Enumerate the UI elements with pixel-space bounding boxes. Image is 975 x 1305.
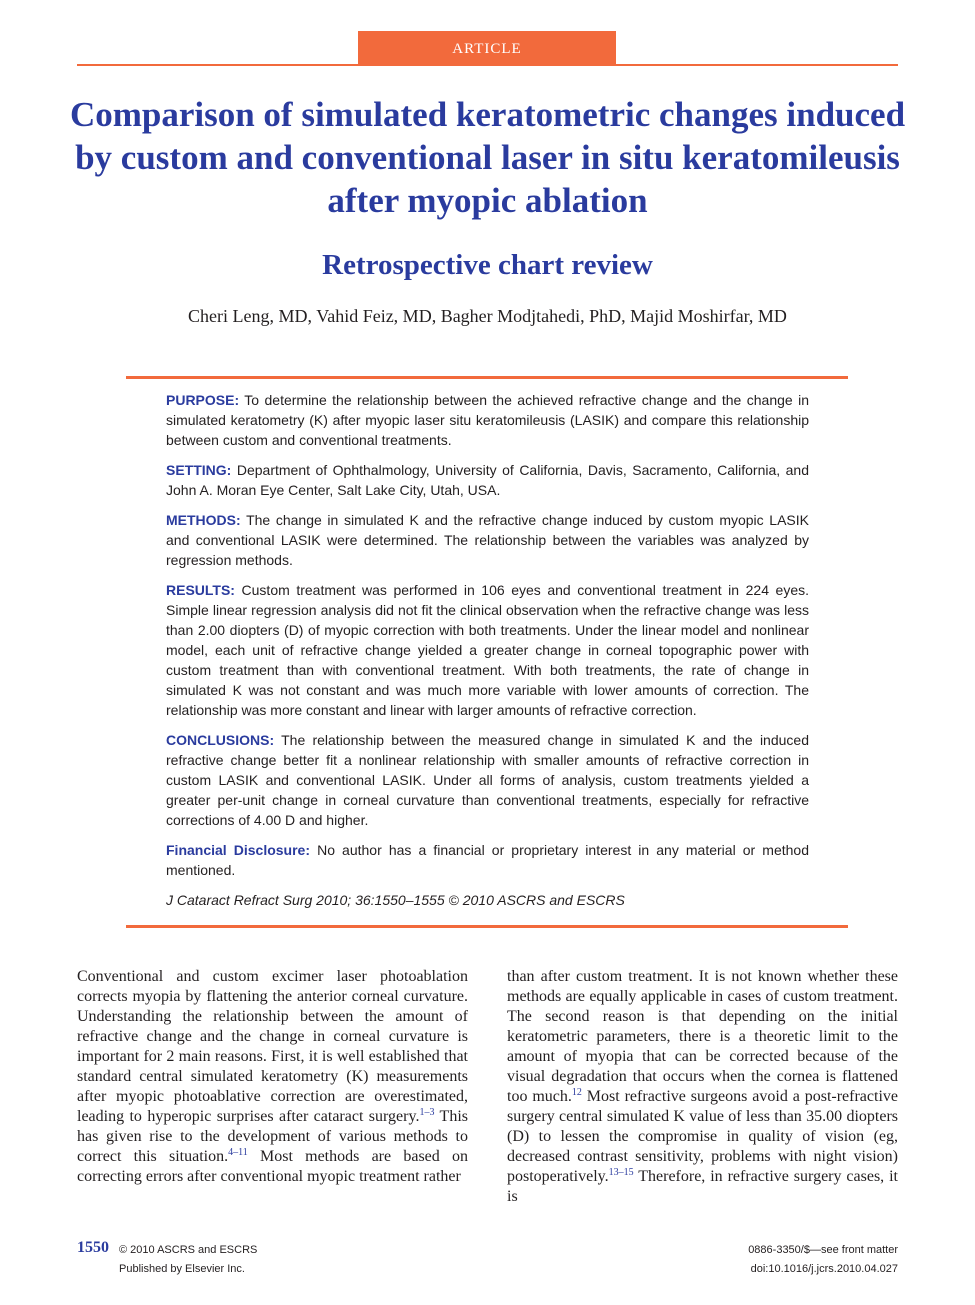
- abstract-top-rule: [126, 376, 848, 379]
- abstract-purpose: [166, 390, 809, 450]
- article-subtitle: Retrospective chart review: [322, 249, 653, 281]
- abstract-methods: [166, 510, 809, 570]
- body-text: Most methods are based on correcting errors after conventional myopic treatment rather: [77, 1148, 468, 1185]
- conclusions-label: CONCLUSIONS:: [166, 732, 275, 748]
- methods-text: The change in simulated K and the refractive change induced by custom myopic LASIK and conventional LASIK were determined. The relationship between the variables was analyzed by regression methods.: [166, 512, 809, 568]
- body-text: Most refractive surgeons avoid a post-refractive surgery central simulated K value of less than 35.00 diopters (D) to lessen the compromise in quality of vision (eg, decreased contrast sensitivity, problems with night vision) postoperatively.: [507, 1088, 899, 1185]
- setting-text: Department of Ophthalmology, University of California, Davis, Sacramento, California, and John A. Moran Eye Center, Salt Lake City, Utah, USA.: [166, 462, 809, 498]
- disclosure-label: Financial Disclosure:: [166, 842, 311, 858]
- body-text: This has given rise to the development of various methods to correct this situation.: [77, 1108, 469, 1165]
- author-list: Cheri Leng, MD, Vahid Feiz, MD, Bagher Modjtahedi, PhD, Majid Moshirfar, MD: [188, 306, 787, 326]
- body-text: than after custom treatment. It is not known whether these methods are equally applicable in cases of custom treatment. The second reason is that depending on the initial keratometric parameters, there is a theoretic limit to the amount of myopia that can be corrected because of the visual degradation that occurs when the cornea is flattened too much.: [507, 968, 898, 1105]
- results-text: Custom treatment was performed in 106 eyes and conventional treatment in 224 eyes. Simple linear regression analysis did not fit the clinical observation when the refractive change was less than 2.00 diopters (D) of myopic correction with both treatments. Under the linear model and nonlinear model, each unit of refractive change yielded a greater change in corneal topographic power with custom treatment than with conventional treatment. With both treatments, the rate of change in simulated K was not constant and was much more variable with lower amounts of correction. The relationship was more constant and linear with larger amounts of refractive correction.: [166, 582, 809, 718]
- methods-label: METHODS:: [166, 512, 241, 528]
- results-label: RESULTS:: [166, 582, 235, 598]
- abstract-disclosure: [166, 840, 809, 880]
- article-title: Comparison of simulated keratometric changes induced by custom and conventional laser in situ keratomileusis after myopic ablation: [69, 95, 906, 220]
- footer-doi[interactable]: doi:10.1016/j.jcrs.2010.04.027: [750, 1263, 898, 1275]
- page-number: 1550: [77, 1239, 109, 1256]
- body-column-right: [507, 967, 898, 1207]
- header-rule: [77, 64, 898, 66]
- abstract: [166, 390, 809, 920]
- purpose-text: To determine the relationship between the achieved refractive change and the change in simulated keratometry (K) after myopic laser situ keratomileusis (LASIK) and compare this relationship between custom and conventional treatments.: [166, 392, 809, 448]
- reference-link[interactable]: 12: [571, 1087, 582, 1098]
- abstract-results: [166, 580, 809, 720]
- reference-link[interactable]: 13–15: [608, 1167, 634, 1178]
- abstract-setting: [166, 460, 809, 500]
- setting-label: SETTING:: [166, 462, 232, 478]
- section-tab: ARTICLE: [358, 31, 616, 66]
- conclusions-text: The relationship between the measured change in simulated K and the induced refractive change better fit a nonlinear relationship with smaller amounts of refractive correction in custom LASIK and conventional LASIK. Under all forms of analysis, custom treatments yielded a greater per-unit change in corneal curvature than conventional treatments, especially for refractive corrections of 4.00 D and higher.: [166, 732, 809, 828]
- purpose-label: PURPOSE:: [166, 392, 240, 408]
- body-column-left: [77, 967, 468, 1187]
- journal-citation: J Cataract Refract Surg 2010; 36:1550–1555 © 2010 ASCRS and ESCRS: [166, 892, 625, 908]
- footer-copyright: © 2010 ASCRS and ESCRS: [119, 1244, 258, 1256]
- disclosure-text: No author has a financial or proprietary interest in any material or method mentioned.: [166, 842, 809, 878]
- body-text: Therefore, in refractive surgery cases, it is: [507, 1168, 898, 1205]
- abstract-bottom-rule: [126, 925, 848, 928]
- reference-link[interactable]: 4–11: [228, 1147, 248, 1158]
- body-text: Conventional and custom excimer laser photoablation corrects myopia by flattening the anterior corneal curvature. Understanding the relationship between the amount of refractive change and the change in corneal curvature is important for 2 main reasons. First, it is well established that standard central simulated keratometry (K) measurements after myopic photoablative correction are overestimated, leading to hyperopic surprises after cataract surgery.: [77, 968, 468, 1125]
- reference-link[interactable]: 1–3: [419, 1107, 435, 1118]
- footer-publisher: Published by Elsevier Inc.: [119, 1263, 245, 1275]
- abstract-conclusions: [166, 730, 809, 830]
- footer-issn: 0886-3350/$—see front matter: [748, 1244, 898, 1256]
